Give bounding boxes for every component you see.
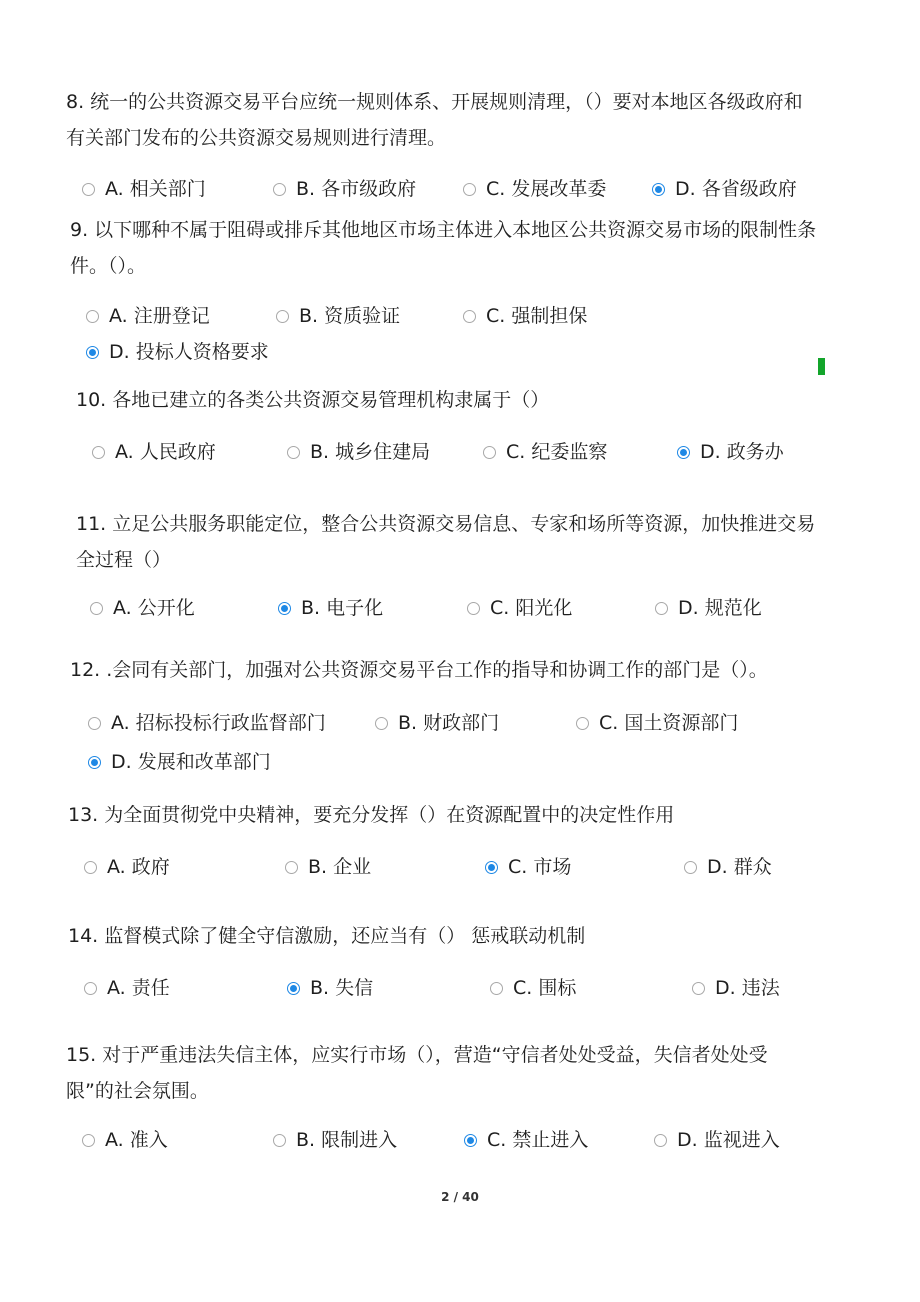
radio-icon[interactable] bbox=[467, 602, 480, 615]
option-q13-b[interactable] bbox=[285, 855, 371, 879]
radio-selected-icon[interactable] bbox=[485, 861, 498, 874]
option-q11-c[interactable] bbox=[467, 596, 572, 620]
radio-icon[interactable] bbox=[692, 982, 705, 995]
option-q8-d[interactable] bbox=[652, 177, 797, 201]
radio-icon[interactable] bbox=[88, 717, 101, 730]
radio-icon[interactable] bbox=[82, 183, 95, 196]
page-number: 2 / 40 bbox=[441, 1190, 479, 1204]
question-text-line: 限”的社会氛围。 bbox=[66, 1080, 209, 1102]
option-q14-c[interactable] bbox=[490, 976, 576, 1000]
question-15 bbox=[66, 1037, 768, 1109]
option-label: C. 市场 bbox=[508, 856, 572, 878]
radio-icon[interactable] bbox=[276, 310, 289, 323]
option-q15-b[interactable] bbox=[273, 1128, 397, 1152]
option-q9-b[interactable] bbox=[276, 304, 400, 328]
option-label: D. 发展和改革部门 bbox=[111, 751, 271, 773]
radio-selected-icon[interactable] bbox=[278, 602, 291, 615]
question-text-line: 有关部门发布的公共资源交易规则进行清理。 bbox=[66, 127, 447, 149]
question-text-line: 件。（）。 bbox=[70, 255, 147, 277]
option-label: A. 注册登记 bbox=[109, 305, 210, 327]
option-q14-d[interactable] bbox=[692, 976, 780, 1000]
question-9 bbox=[70, 212, 816, 284]
option-label: C. 禁止进入 bbox=[487, 1129, 589, 1151]
option-label: B. 城乡住建局 bbox=[310, 441, 431, 463]
radio-selected-icon[interactable] bbox=[86, 346, 99, 359]
option-label: D. 违法 bbox=[715, 977, 780, 999]
question-text-line: 14. 监督模式除了健全守信激励，还应当有（） 惩戒联动机制 bbox=[68, 925, 586, 947]
option-q13-c[interactable] bbox=[485, 855, 571, 879]
option-q13-a[interactable] bbox=[84, 855, 170, 879]
question-text-line: 8. 统一的公共资源交易平台应统一规则体系、开展规则清理，（）要对本地区各级政府和 bbox=[66, 91, 803, 113]
radio-icon[interactable] bbox=[92, 446, 105, 459]
option-q11-b[interactable] bbox=[278, 596, 383, 620]
option-label: B. 资质验证 bbox=[299, 305, 401, 327]
option-q9-d[interactable] bbox=[86, 340, 269, 364]
question-14 bbox=[68, 918, 585, 954]
radio-icon[interactable] bbox=[84, 982, 97, 995]
option-q9-c[interactable] bbox=[463, 304, 587, 328]
option-q12-b[interactable] bbox=[375, 711, 499, 735]
option-q11-d[interactable] bbox=[655, 596, 762, 620]
option-q8-c[interactable] bbox=[463, 177, 606, 201]
option-label: C. 阳光化 bbox=[490, 597, 573, 619]
radio-selected-icon[interactable] bbox=[287, 982, 300, 995]
option-label: C. 国土资源部门 bbox=[599, 712, 739, 734]
radio-icon[interactable] bbox=[463, 183, 476, 196]
question-text-line: 15. 对于严重违法失信主体，应实行市场（），营造“守信者处处受益，失信者处处受 bbox=[66, 1044, 768, 1066]
option-label: C. 强制担保 bbox=[486, 305, 588, 327]
option-label: B. 企业 bbox=[308, 856, 372, 878]
radio-icon[interactable] bbox=[84, 861, 97, 874]
radio-icon[interactable] bbox=[576, 717, 589, 730]
question-11 bbox=[76, 506, 815, 578]
option-q12-d[interactable] bbox=[88, 750, 271, 774]
question-text-line: 11. 立足公共服务职能定位，整合公共资源交易信息、专家和场所等资源，加快推进交易 bbox=[76, 513, 816, 535]
option-q9-a[interactable] bbox=[86, 304, 210, 328]
option-label: B. 各市级政府 bbox=[296, 178, 417, 200]
option-label: D. 投标人资格要求 bbox=[109, 341, 269, 363]
question-13 bbox=[68, 797, 674, 833]
option-label: D. 政务办 bbox=[700, 441, 784, 463]
option-q10-b[interactable] bbox=[287, 440, 430, 464]
option-q8-a[interactable] bbox=[82, 177, 206, 201]
radio-icon[interactable] bbox=[375, 717, 388, 730]
radio-icon[interactable] bbox=[273, 1134, 286, 1147]
option-label: B. 限制进入 bbox=[296, 1129, 398, 1151]
option-label: D. 规范化 bbox=[678, 597, 762, 619]
radio-icon[interactable] bbox=[684, 861, 697, 874]
option-q15-a[interactable] bbox=[82, 1128, 168, 1152]
option-label: A. 公开化 bbox=[113, 597, 195, 619]
radio-icon[interactable] bbox=[483, 446, 496, 459]
radio-selected-icon[interactable] bbox=[652, 183, 665, 196]
option-label: A. 人民政府 bbox=[115, 441, 216, 463]
option-q10-c[interactable] bbox=[483, 440, 607, 464]
question-text-line: 全过程（） bbox=[76, 549, 172, 571]
radio-icon[interactable] bbox=[86, 310, 99, 323]
radio-icon[interactable] bbox=[655, 602, 668, 615]
radio-icon[interactable] bbox=[273, 183, 286, 196]
radio-icon[interactable] bbox=[463, 310, 476, 323]
option-label: B. 电子化 bbox=[301, 597, 384, 619]
option-label: A. 准入 bbox=[105, 1129, 168, 1151]
option-label: B. 失信 bbox=[310, 977, 374, 999]
option-q12-c[interactable] bbox=[576, 711, 738, 735]
radio-icon[interactable] bbox=[287, 446, 300, 459]
option-q8-b[interactable] bbox=[273, 177, 416, 201]
radio-selected-icon[interactable] bbox=[88, 756, 101, 769]
question-text-line: 9. 以下哪种不属于阻碍或排斥其他地区市场主体进入本地区公共资源交易市场的限制性条 bbox=[70, 219, 817, 241]
question-text-line: 10. 各地已建立的各类公共资源交易管理机构隶属于（） bbox=[76, 389, 550, 411]
radio-selected-icon[interactable] bbox=[677, 446, 690, 459]
option-q11-a[interactable] bbox=[90, 596, 195, 620]
question-text-line: 13. 为全面贯彻党中央精神，要充分发挥（）在资源配置中的决定性作用 bbox=[68, 804, 675, 826]
option-label: A. 招标投标行政监督部门 bbox=[111, 712, 326, 734]
option-label: B. 财政部门 bbox=[398, 712, 500, 734]
option-label: A. 责任 bbox=[107, 977, 170, 999]
radio-icon[interactable] bbox=[654, 1134, 667, 1147]
question-text-line: 12. .会同有关部门，加强对公共资源交易平台工作的指导和协调工作的部门是（）。 bbox=[70, 659, 768, 681]
radio-icon[interactable] bbox=[490, 982, 503, 995]
option-label: C. 纪委监察 bbox=[506, 441, 608, 463]
option-label: A. 相关部门 bbox=[105, 178, 206, 200]
option-q10-d[interactable] bbox=[677, 440, 784, 464]
radio-icon[interactable] bbox=[90, 602, 103, 615]
option-q15-d[interactable] bbox=[654, 1128, 780, 1152]
option-label: C. 发展改革委 bbox=[486, 178, 607, 200]
option-label: D. 各省级政府 bbox=[675, 178, 797, 200]
question-8 bbox=[66, 84, 803, 156]
option-q14-b[interactable] bbox=[287, 976, 373, 1000]
option-q13-d[interactable] bbox=[684, 855, 772, 879]
option-label: D. 监视进入 bbox=[677, 1129, 780, 1151]
option-label: D. 群众 bbox=[707, 856, 772, 878]
option-q10-a[interactable] bbox=[92, 440, 216, 464]
option-q15-c[interactable] bbox=[464, 1128, 588, 1152]
option-q12-a[interactable] bbox=[88, 711, 326, 735]
radio-selected-icon[interactable] bbox=[464, 1134, 477, 1147]
question-12 bbox=[70, 652, 768, 688]
radio-icon[interactable] bbox=[285, 861, 298, 874]
green-marker bbox=[818, 358, 825, 375]
option-label: C. 围标 bbox=[513, 977, 577, 999]
question-10 bbox=[76, 382, 549, 418]
option-q14-a[interactable] bbox=[84, 976, 170, 1000]
radio-icon[interactable] bbox=[82, 1134, 95, 1147]
option-label: A. 政府 bbox=[107, 856, 170, 878]
